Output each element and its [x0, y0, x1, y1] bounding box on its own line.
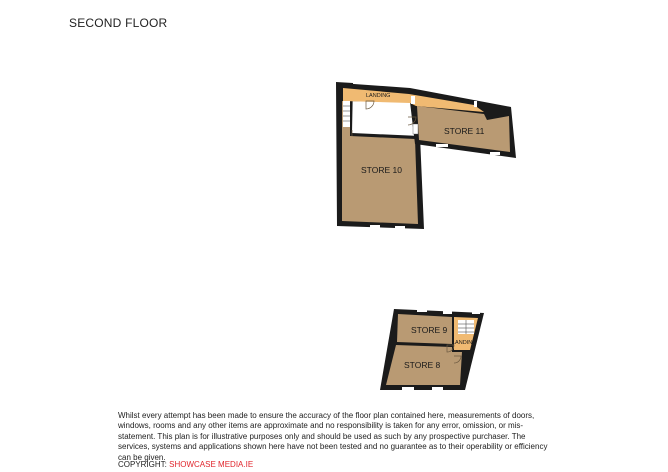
doors-upper	[352, 101, 416, 136]
copyright-brand: SHOWCASE MEDIA.IE	[169, 460, 254, 469]
room-label-store-8: STORE 8	[404, 360, 441, 370]
room-label-landing-lower: LANDING	[452, 340, 477, 346]
room-label-store-9: STORE 9	[411, 325, 448, 335]
room-label-store-10: STORE 10	[361, 165, 402, 175]
copyright-line	[118, 460, 253, 469]
stairs-lower	[458, 320, 474, 334]
copyright-label: COPYRIGHT:	[118, 460, 167, 469]
disclaimer-text: Whilst every attempt has been made to ensure the accuracy of the floor plan contained here, measurements of doors, windows, rooms and any other items are approximate and no responsibility is taken for any error, omission, or mis-statement. This plan is for illustrative purposes only and should be used as such by any prospective purchaser. The services, systems and applications shown here have not been tested and no guarantee as to their operability or efficiency can be given.	[118, 411, 548, 462]
room-label-store-11: STORE 11	[444, 126, 485, 136]
stairs-upper	[343, 101, 350, 127]
floor-title: SECOND FLOOR	[69, 16, 168, 30]
room-label-landing-upper: LANDING	[366, 93, 391, 99]
store-10-floor	[342, 101, 418, 224]
